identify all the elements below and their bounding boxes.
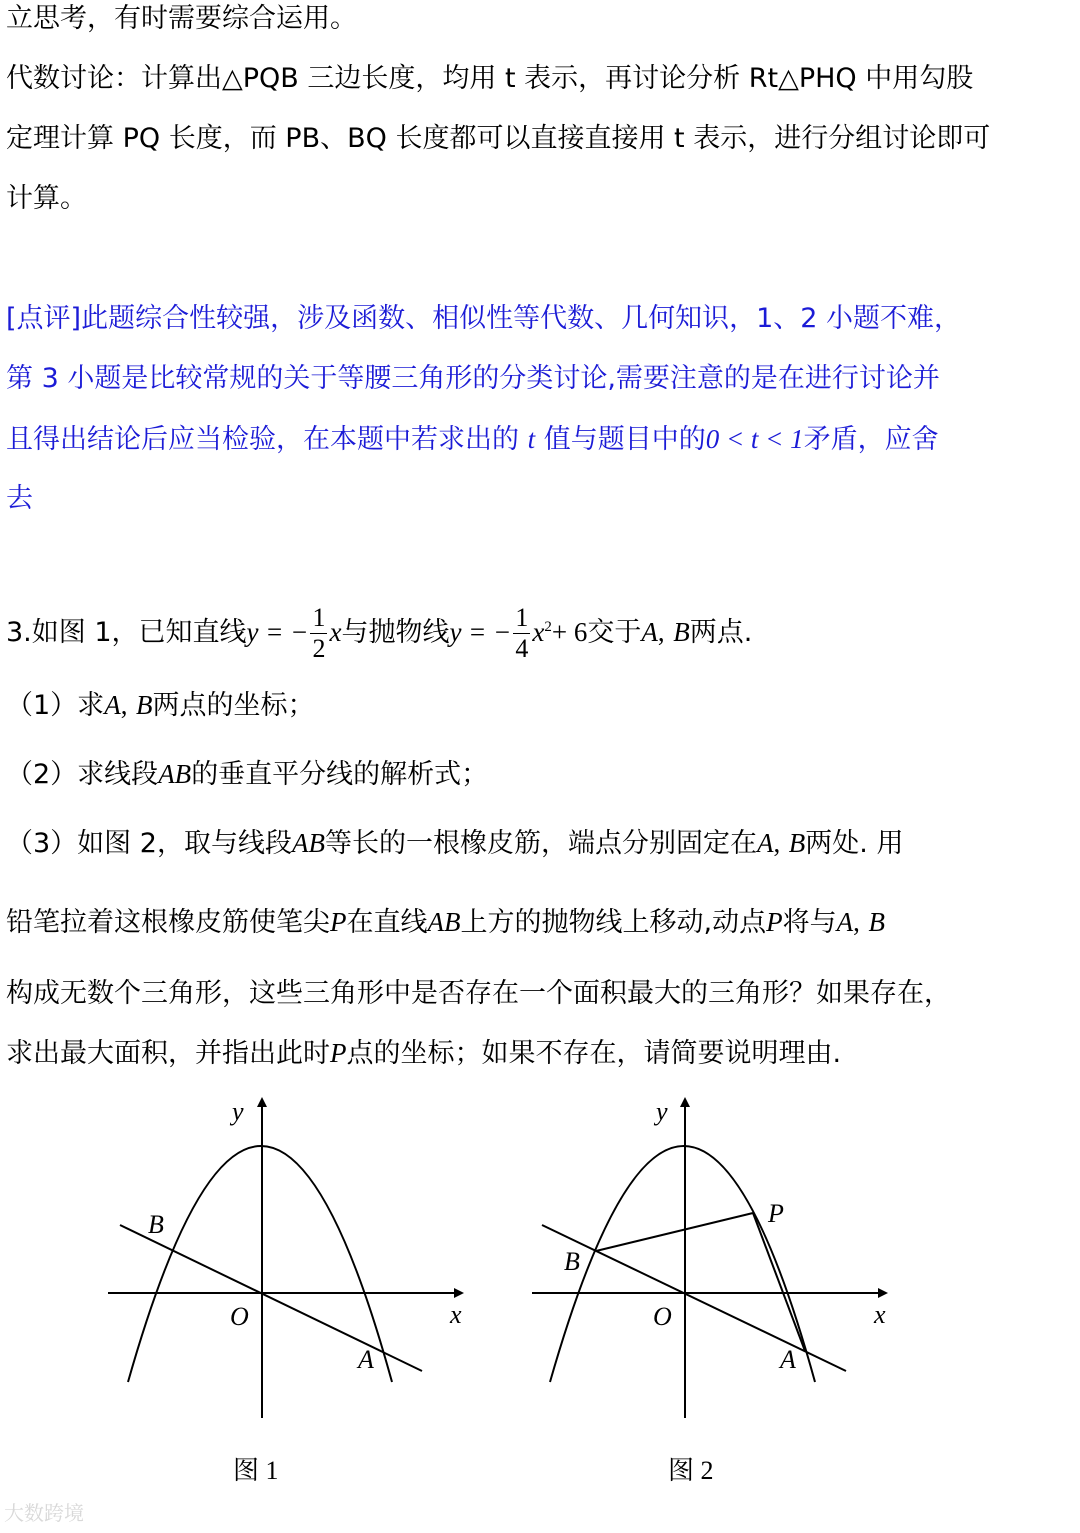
separator: , xyxy=(853,907,860,937)
origin-label: O xyxy=(653,1302,672,1331)
exponent: 2 xyxy=(544,619,552,635)
point-A: A xyxy=(104,690,121,720)
eq2-x: x xyxy=(532,617,545,647)
figure-2-caption: 图 2 xyxy=(668,1456,714,1485)
separator: , xyxy=(120,690,128,720)
text: 点的坐标；如果不存在，请简要说明理由. xyxy=(346,1038,842,1069)
segment-AB: AB xyxy=(427,907,461,937)
text: 3.如图 1，已知直线 xyxy=(6,617,247,648)
text: （1）求 xyxy=(6,690,105,721)
text: 上方的抛物线上移动,动点 xyxy=(460,907,767,938)
question-1 xyxy=(6,688,315,723)
numerator: 1 xyxy=(515,603,529,632)
text: 求出最大面积，并指出此时 xyxy=(6,1038,330,1069)
question-3 xyxy=(6,826,903,861)
eq1-rhs: x xyxy=(329,617,342,647)
text: 铅笔拉着这根橡皮筋使笔尖 xyxy=(6,907,330,938)
text: 将与 xyxy=(782,907,837,938)
watermark: 大数跨境 xyxy=(4,1501,84,1525)
point-A-label: A xyxy=(358,1345,374,1374)
review-line: 去 xyxy=(6,483,33,514)
eq1-lhs: y = − xyxy=(246,617,309,647)
figure-2 xyxy=(520,1085,1060,1445)
text: 等长的一根橡皮筋，端点分别固定在 xyxy=(324,828,757,859)
segment-BP xyxy=(596,1213,753,1251)
text: 两处. 用 xyxy=(805,828,904,859)
question-3-line4 xyxy=(6,1036,841,1071)
parabola xyxy=(550,1146,815,1382)
line-AB xyxy=(120,1225,422,1371)
separator: , xyxy=(657,617,665,647)
point-B: B xyxy=(788,828,806,858)
point-A: A xyxy=(756,828,774,858)
point-A-label: A xyxy=(780,1345,796,1374)
review-line: 第 3 小题是比较常规的关于等腰三角形的分类讨论,需要注意的是在进行讨论并 xyxy=(6,363,940,394)
point-A: A xyxy=(641,617,658,647)
question-3-line2 xyxy=(6,905,885,940)
denominator: 2 xyxy=(312,634,326,663)
point-B: B xyxy=(136,690,153,720)
eq2-tail: + 6 xyxy=(551,617,588,647)
text: 两点. xyxy=(689,617,753,648)
x-label: x xyxy=(874,1300,886,1329)
line-AB xyxy=(542,1225,846,1371)
review-text: 值与题目中的 xyxy=(543,424,706,455)
segment-AB: AB xyxy=(291,828,325,858)
problem-intro xyxy=(6,603,752,664)
point-A: A xyxy=(836,907,854,937)
point-P: P xyxy=(766,907,783,937)
text: 与抛物线 xyxy=(341,617,450,648)
x-label: x xyxy=(450,1300,462,1329)
parabola xyxy=(128,1146,392,1382)
point-P: P xyxy=(330,907,347,937)
review-text: 矛盾，应舍 xyxy=(803,424,939,455)
fraction xyxy=(513,603,530,664)
text: 在直线 xyxy=(346,907,428,938)
review-line xyxy=(6,422,939,457)
point-P: P xyxy=(330,1038,347,1068)
text-line: 计算。 xyxy=(6,183,87,214)
separator: , xyxy=(773,828,781,858)
text: （2）求线段 xyxy=(6,759,159,790)
origin-label: O xyxy=(230,1302,249,1331)
text-line: 代数讨论：计算出△PQB 三边长度，均用 t 表示，再讨论分析 Rt△PHQ 中用勾股 xyxy=(6,63,974,94)
segment-AB: AB xyxy=(158,759,192,789)
figure-1-caption: 图 1 xyxy=(233,1456,279,1485)
text-line: 立思考，有时需要综合运用。 xyxy=(6,3,357,34)
point-B-label: B xyxy=(148,1210,164,1239)
text: 交于 xyxy=(587,617,642,648)
point-B-label: B xyxy=(564,1247,580,1276)
fraction xyxy=(310,603,327,664)
point-P-label: P xyxy=(768,1199,784,1228)
text: （3）如图 2，取与线段 xyxy=(6,828,292,859)
point-B: B xyxy=(868,907,885,937)
math-inequality: 0 < t < 1 xyxy=(705,424,804,454)
numerator: 1 xyxy=(312,603,326,632)
text: 两点的坐标； xyxy=(152,690,315,721)
denominator: 4 xyxy=(515,634,529,663)
y-label: y xyxy=(232,1097,244,1126)
point-B: B xyxy=(673,617,690,647)
math-t: t xyxy=(527,424,536,454)
review-text: 且得出结论后应当检验，在本题中若求出的 xyxy=(6,424,519,455)
question-3-line3: 构成无数个三角形，这些三角形中是否存在一个面积最大的三角形？如果存在， xyxy=(6,978,951,1009)
y-label: y xyxy=(656,1097,668,1126)
eq2-lhs: y = − xyxy=(449,617,512,647)
figure-1 xyxy=(0,1085,540,1445)
text-line: 定理计算 PQ 长度，而 PB、BQ 长度都可以直接直接用 t 表示，进行分组讨论即可 xyxy=(6,123,991,154)
question-2 xyxy=(6,757,488,792)
text: 的垂直平分线的解析式； xyxy=(191,759,489,790)
review-line: [点评]此题综合性较强，涉及函数、相似性等代数、几何知识，1、2 小题不难， xyxy=(6,303,962,334)
